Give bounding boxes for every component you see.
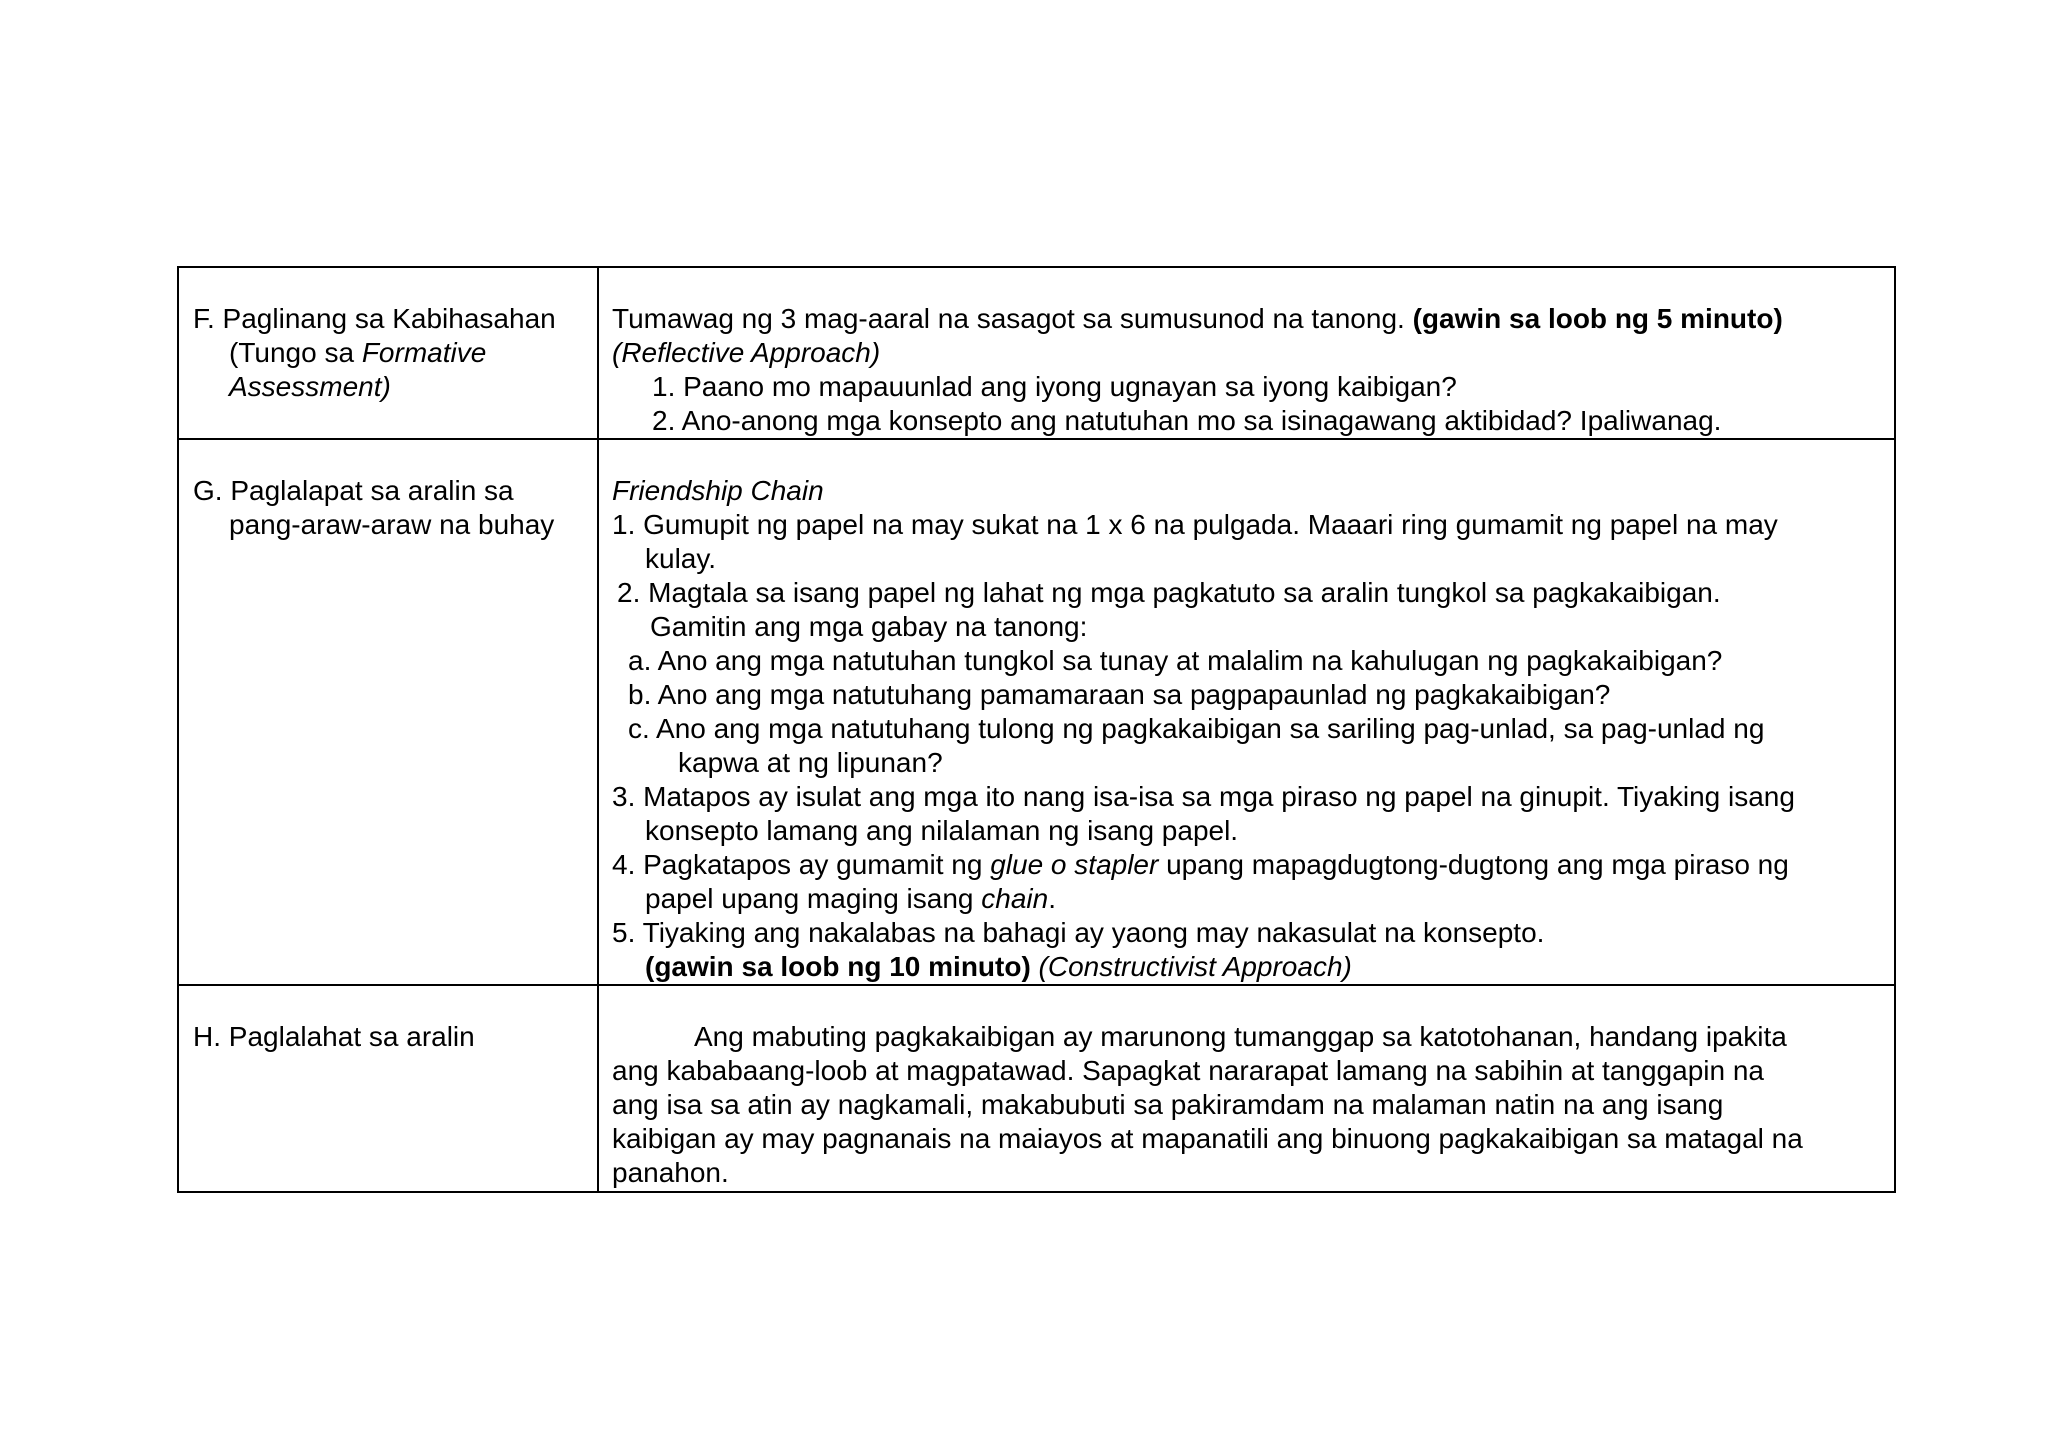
row-label-cell [178,267,598,439]
step-text: papel upang maging isang [645,883,982,914]
row-label-line: Assessment) [229,371,391,402]
time-note: (gawin sa loob ng 10 minuto) [645,951,1031,982]
guide-question: c. Ano ang mga natutuhang tulong ng pagkakaibigan sa sariling pag-unlad, sa pag-unlad ng [628,713,1765,744]
row-content-cell [598,985,1895,1192]
label-italic-text: Formative [361,337,487,368]
guide-question-continuation: kapwa at ng lipunan? [678,747,943,778]
row-label-cell [178,985,598,1192]
row-label-line: G. Paglalapat sa aralin sa [193,475,514,506]
summary-paragraph-line: kaibigan ay may pagnanais na maiayos at mapanatili ang binuong pagkakaibigan sa matagal na [612,1123,1803,1154]
step-item: 1. Gumupit ng papel na may sukat na 1 x 6 na pulgada. Maaari ring gumamit ng papel na may [612,509,1778,540]
approach-note: (Constructivist Approach) [1030,951,1352,982]
step-text: 4. Pagkatapos ay gumamit ng [612,849,991,880]
step-item-continuation [612,882,1884,916]
approach-note: (Reflective Approach) [612,337,881,368]
row-label-line: H. Paglalahat sa aralin [193,1021,475,1052]
content-line [612,302,1884,336]
step-text: upang mapagdugtong-dugtong ang mga piraso ng [1158,849,1789,880]
question-item: 1. Paano mo mapauunlad ang iyong ugnayan sa iyong kaibigan? [652,371,1457,402]
summary-paragraph-line: ang isa sa atin ay nagkamali, makabubuti sa pakiramdam na malaman natin na ang isang [612,1089,1724,1120]
row-label-line [193,336,587,370]
step-item [612,848,1884,882]
step-text: . [1048,883,1056,914]
step-item-continuation: Gamitin ang mga gabay na tanong: [650,611,1088,642]
table-row [178,267,1895,439]
step-item: 2. Magtala sa isang papel ng lahat ng mga pagkatuto sa aralin tungkol sa pagkakaibigan. [617,577,1721,608]
instruction-text: Tumawag ng 3 mag-aaral na sasagot sa sumusunod na tanong. [612,303,1413,334]
summary-paragraph-line: ang kababaang-loob at magpatawad. Sapagkat nararapat lamang na sabihin at tanggapin na [612,1055,1764,1086]
guide-question: a. Ano ang mga natutuhan tungkol sa tunay at malalim na kahulugan ng pagkakaibigan? [628,645,1723,676]
row-content-cell [598,439,1895,985]
step-italic-text: glue o stapler [990,849,1159,880]
lesson-plan-table [177,266,1896,1193]
step-item-continuation: kulay. [645,543,717,574]
summary-paragraph-line: panahon. [612,1157,729,1188]
time-note: (gawin sa loob ng 5 minuto) [1412,303,1783,334]
summary-paragraph-line: Ang mabuting pagkakaibigan ay marunong tumanggap sa katotohanan, handang ipakita [694,1021,1787,1052]
row-label-cell [178,439,598,985]
activity-title: Friendship Chain [612,475,824,506]
row-label-line: pang-araw-araw na buhay [229,509,555,540]
table-row [178,439,1895,985]
guide-question: b. Ano ang mga natutuhang pamamaraan sa pagpapaunlad ng pagkakaibigan? [628,679,1611,710]
row-content-cell [598,267,1895,439]
question-item: 2. Ano-anong mga konsepto ang natutuhan mo sa isinagawang aktibidad? Ipaliwanag. [652,405,1722,436]
step-item: 3. Matapos ay isulat ang mga ito nang isa-isa sa mga piraso ng papel na ginupit. Tiyaking isang [612,781,1795,812]
step-item-continuation [612,950,1884,984]
step-item-continuation: konsepto lamang ang nilalaman ng isang papel. [645,815,1239,846]
row-label-line: F. Paglinang sa Kabihasahan [193,303,556,334]
step-item: 5. Tiyaking ang nakalabas na bahagi ay yaong may nakasulat na konsepto. [612,917,1545,948]
label-text: (Tungo sa [229,337,362,368]
step-italic-text: chain [981,883,1049,914]
table-row [178,985,1895,1192]
